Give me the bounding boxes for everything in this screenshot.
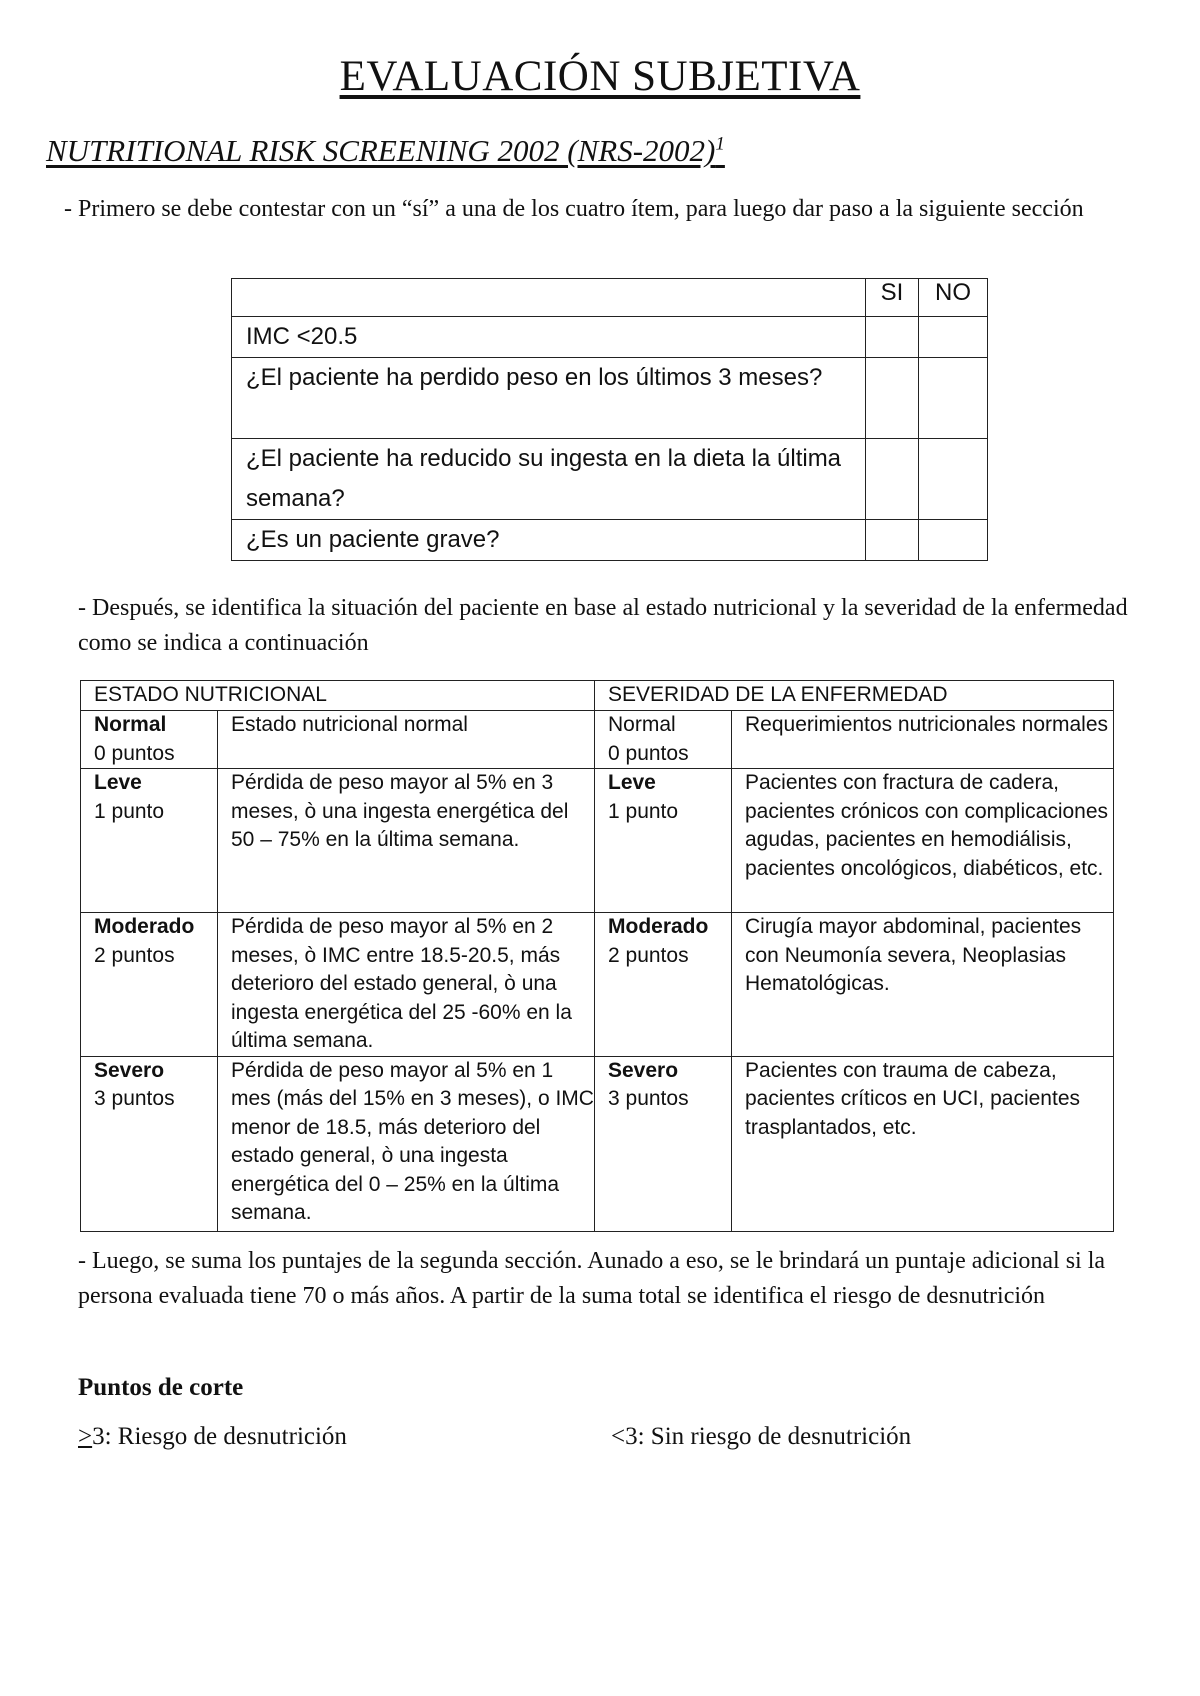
cutoff-heading: Puntos de corte: [78, 1374, 244, 1401]
severity-level-cell: [595, 769, 732, 913]
nutrition-points: 2 puntos: [94, 943, 175, 967]
classification-row: [81, 913, 1114, 1057]
answer-no-checkbox[interactable]: [919, 358, 988, 439]
answer-si-checkbox[interactable]: [866, 358, 919, 439]
nutrition-level: Normal: [94, 713, 167, 736]
column-header-si: SI: [866, 279, 919, 317]
screening-question: IMC <20.5: [232, 317, 866, 358]
severity-points: 0 puntos: [608, 741, 689, 765]
severity-level: Normal: [608, 713, 676, 736]
severity-description: Pacientes con fractura de cadera, pacientes crónicos con complicaciones agudas, pacientes en hemodiálisis, pacientes oncológicos, diabéticos, etc.: [732, 769, 1114, 913]
answer-no-checkbox[interactable]: [919, 520, 988, 561]
classification-row: [81, 1056, 1114, 1231]
severity-description: Pacientes con trauma de cabeza, pacientes críticos en UCI, pacientes trasplantados, etc.: [732, 1056, 1114, 1231]
nutrition-level: Leve: [94, 771, 142, 794]
answer-si-checkbox[interactable]: [866, 317, 919, 358]
severity-points: 3 puntos: [608, 1087, 689, 1110]
answer-si-checkbox[interactable]: [866, 439, 919, 520]
classification-header-row: [81, 681, 1114, 711]
screening-question: ¿El paciente ha reducido su ingesta en la dieta la última semana?: [232, 439, 866, 520]
severity-description: Requerimientos nutricionales normales: [732, 711, 1114, 769]
footnote-marker: 1: [715, 133, 725, 155]
cutoff-high-text: 3: Riesgo de desnutrición: [92, 1423, 347, 1450]
severity-level-cell: [595, 913, 732, 1057]
nutrition-points: 1 punto: [94, 799, 165, 823]
classification-table: [80, 680, 1114, 1232]
severity-level: Moderado: [608, 915, 709, 938]
page-title: EVALUACIÓN SUBJETIVA: [339, 53, 861, 100]
screening-table: [231, 278, 988, 561]
severity-level-cell: [595, 711, 732, 769]
screening-question: ¿El paciente ha perdido peso en los últimos 3 meses?: [232, 358, 866, 439]
nutrition-level-cell: [81, 711, 218, 769]
nutrition-level-cell: [81, 769, 218, 913]
greater-equal-symbol: >: [78, 1423, 93, 1450]
nutrition-points: 3 puntos: [94, 1087, 175, 1110]
nutrition-level-cell: [81, 1056, 218, 1231]
screening-row: [232, 358, 988, 439]
nutrition-description: Estado nutricional normal: [218, 711, 595, 769]
column-header-no: NO: [919, 279, 988, 317]
severity-description: Cirugía mayor abdominal, pacientes con Neumonía severa, Neoplasias Hematológicas.: [732, 913, 1114, 1057]
intro-paragraph: - Primero se debe contestar con un “sí” a una de los cuatro ítem, para luego dar paso a la siguiente sección: [64, 196, 1084, 222]
screening-row: [232, 317, 988, 358]
header-estado-nutricional: ESTADO NUTRICIONAL: [81, 681, 595, 711]
severity-level: Severo: [608, 1058, 679, 1082]
screening-header-row: [232, 279, 988, 317]
instructions-paragraph: - Después, se identifica la situación del paciente en base al estado nutricional y la severidad de la enfermedad como se indica a continuación: [78, 595, 1128, 656]
answer-si-checkbox[interactable]: [866, 520, 919, 561]
page-subtitle: [46, 133, 725, 169]
classification-row: [81, 711, 1114, 769]
cutoff-high-risk: [78, 1423, 347, 1451]
nutrition-description: Pérdida de peso mayor al 5% en 3 meses, ò una ingesta energética del 50 – 75% en la última semana.: [218, 769, 595, 913]
screening-question: ¿Es un paciente grave?: [232, 520, 866, 561]
nutrition-points: 0 puntos: [94, 741, 175, 765]
cutoff-low-risk: <3: Sin riesgo de desnutrición: [611, 1423, 912, 1450]
screening-row: [232, 520, 988, 561]
severity-level: Leve: [608, 771, 656, 794]
nutrition-level: Moderado: [94, 915, 195, 938]
classification-row: [81, 769, 1114, 913]
severity-points: 1 punto: [608, 799, 679, 823]
nutrition-description: Pérdida de peso mayor al 5% en 1 mes (más del 15% en 3 meses), o IMC menor de 18.5, más deterioro del estado general, ò una ingesta energética del 0 – 25% en la última semana.: [218, 1056, 595, 1231]
severity-points: 2 puntos: [608, 943, 689, 967]
scoring-paragraph: - Luego, se suma los puntajes de la segunda sección. Aunado a eso, se le brindará un puntaje adicional si la persona evaluada tiene 70 o más años. A partir de la suma total se identifica el riesgo de desnutrición: [78, 1248, 1106, 1309]
nutrition-level: Severo: [94, 1058, 165, 1082]
severity-level-cell: [595, 1056, 732, 1231]
screening-header-blank: [232, 279, 866, 317]
screening-row: [232, 439, 988, 520]
answer-no-checkbox[interactable]: [919, 317, 988, 358]
nutrition-description: Pérdida de peso mayor al 5% en 2 meses, ò IMC entre 18.5-20.5, más deterioro del estado general, ò una ingesta energética del 25 -60% en la última semana.: [218, 913, 595, 1057]
answer-no-checkbox[interactable]: [919, 439, 988, 520]
nutrition-level-cell: [81, 913, 218, 1057]
subtitle-text: NUTRITIONAL RISK SCREENING 2002 (NRS-2002): [46, 133, 716, 168]
header-severidad: SEVERIDAD DE LA ENFERMEDAD: [595, 681, 1114, 711]
